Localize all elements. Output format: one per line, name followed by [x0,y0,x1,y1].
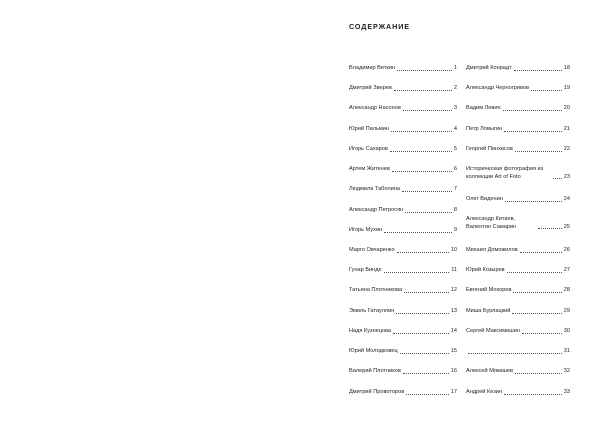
toc-leader [515,373,562,374]
toc-entry-page: 12 [450,287,457,293]
toc-leader [404,292,449,293]
toc-entry[interactable] [349,348,457,356]
toc-entry-page: 23 [563,173,570,180]
toc-entry-name: Миша Бурлацкий [466,308,511,314]
toc-entry-name: Сергей Максимишин [466,328,520,334]
toc-entry-name: Владимир Вяткин [349,65,396,71]
toc-leader [520,252,562,253]
toc-entry-page: 1 [453,65,457,71]
toc-entry-name: Людмила Таболина [349,186,400,192]
toc-entry[interactable] [349,207,457,215]
page-title: СОДЕРЖАНИЕ [349,22,410,31]
toc-entry[interactable] [349,267,457,275]
toc-leader [531,90,562,91]
toc-entry[interactable] [466,146,570,154]
toc-entry[interactable] [466,389,570,397]
toc-leader [512,313,561,314]
toc-entry-page: 26 [563,247,570,253]
toc-entry-name: Гунар Бинде [349,267,382,273]
toc-entry-page: 21 [563,126,570,132]
toc-entry[interactable] [466,287,570,295]
toc-entry-page: 17 [450,389,457,395]
toc-entry-name: Алексей Мякишев [466,368,514,374]
toc-entry-page: 20 [563,105,570,111]
toc-entry-name: Марго Овчаренко [349,247,395,253]
toc-entry[interactable] [466,267,570,275]
toc-entry-page: 22 [563,146,570,152]
toc-leader [392,171,452,172]
toc-entry[interactable] [349,328,457,336]
toc-entry-page: 24 [563,196,570,202]
toc-entry[interactable] [349,65,457,73]
toc-leader [402,191,452,192]
toc-entry[interactable] [466,247,570,255]
toc-entry[interactable] [466,166,570,181]
toc-entry-name: Надя Кузнецова [349,328,392,334]
toc-entry-name: Александр Китаев, Валентин Самарин [466,216,517,230]
toc-entry-name: Татьяна Плотникова [349,287,403,293]
toc-entry-name: Дмитрий Конрадт [466,65,512,71]
toc-entry[interactable] [349,227,457,235]
toc-leader [504,131,562,132]
toc-entry[interactable] [349,126,457,134]
toc-entry-name: Олег Виденин [466,196,503,202]
toc-leader [503,110,562,111]
toc-entry-page: 31 [563,348,570,354]
toc-entry-name: Петр Ловыгин [466,126,503,132]
toc-entry-page: 18 [563,65,570,71]
toc-entry-name: Михаил Доможилов [466,247,518,253]
toc-leader [397,252,449,253]
toc-leader [400,353,449,354]
toc-entry-page: 19 [563,85,570,91]
toc-entry-name: Георгий Пинхасов [466,146,513,152]
toc-entry-name: Игорь Сахаров [349,146,388,152]
toc-entry-page: 11 [451,267,457,273]
toc-leader [553,178,562,179]
toc-entry-name: Дмитрий Провоторов [349,389,405,395]
toc-leader [507,272,562,273]
toc-entry-name: Вадим Левин [466,105,501,111]
toc-entry-page: 6 [453,166,457,172]
toc-leader [468,353,562,354]
toc-entry-page: 13 [450,308,457,314]
toc-leader [406,394,449,395]
toc-entry[interactable] [466,308,570,316]
toc-entry[interactable] [466,85,570,93]
toc-leader [514,70,562,71]
toc-leader [403,110,452,111]
toc-entry-name: Александр Насонов [349,105,401,111]
toc-leader [405,212,452,213]
toc-entry[interactable] [466,105,570,113]
toc-entry-page: 27 [563,267,570,273]
toc-leader [394,90,452,91]
toc-leader [505,201,562,202]
toc-entry[interactable] [466,65,570,73]
toc-entry-name: Александр Черногривов [466,85,529,91]
toc-entry-page: 15 [450,348,457,354]
toc-entry-name: Валерий Плотников [349,368,401,374]
toc-leader [384,272,450,273]
toc-leader [396,313,448,314]
toc-entry-page: 5 [453,146,457,152]
toc-leader [403,373,449,374]
toc-entry-name: Игорь Мухин [349,227,383,233]
toc-entry-page: 4 [453,126,457,132]
toc-leader [538,228,562,229]
toc-entry[interactable] [466,126,570,134]
toc-entry-name: Историческая фотография из коллекции Art of Foto [466,166,544,180]
toc-entry[interactable] [349,105,457,113]
toc-entry-page: 30 [563,328,570,334]
toc-entry[interactable] [349,85,457,93]
toc-leader [393,333,449,334]
toc-leader [504,394,562,395]
toc-entry-page: 7 [453,186,457,192]
toc-leader [513,292,561,293]
toc-entry-name: Юрий Козырев [466,267,505,273]
toc-entry-page: 28 [563,287,570,293]
toc-entry[interactable] [349,146,457,154]
toc-entry-name: Александр Петросян [349,207,404,213]
toc-entry-page: 25 [563,223,570,230]
toc-entry-page: 14 [450,328,457,334]
toc-entry[interactable] [349,368,457,376]
toc-entry-name: Артем Житенев [349,166,390,172]
toc-entry-page: 9 [453,227,457,233]
toc-entry-page: 10 [450,247,457,253]
toc-leader [397,70,452,71]
toc-entry[interactable] [466,328,570,336]
toc-entry[interactable] [466,348,570,356]
toc-entry[interactable] [466,368,570,376]
toc-entry[interactable] [349,166,457,174]
toc-entry[interactable] [349,389,457,397]
toc-entry-page: 8 [453,207,457,213]
toc-entry-page: 3 [453,105,457,111]
toc-entry[interactable] [349,247,457,255]
toc-leader [515,151,562,152]
toc-entry-page: 2 [453,85,457,91]
toc-entry-page: 29 [563,308,570,314]
toc-entry[interactable] [466,196,570,204]
toc-entry-name: Евгений Мохорев [466,287,512,293]
toc-leader [522,333,562,334]
toc-entry[interactable] [349,287,457,295]
toc-entry-page: 16 [450,368,457,374]
toc-entry-page: 32 [563,368,570,374]
toc-leader [384,232,452,233]
toc-entry[interactable] [349,308,457,316]
toc-entry[interactable] [466,216,570,231]
toc-entry-name: Андрей Кезин [466,389,503,395]
toc-entry[interactable] [349,186,457,194]
toc-leader [391,131,452,132]
toc-entry-name: Юрий Молодковец [349,348,398,354]
toc-leader [390,151,452,152]
toc-entry-page: 33 [563,389,570,395]
toc-entry-name: Дмитрий Зверев [349,85,392,91]
toc-entry-name: Эмиль Гатауллин [349,308,395,314]
toc-entry-name: Юрий Пальмин [349,126,389,132]
